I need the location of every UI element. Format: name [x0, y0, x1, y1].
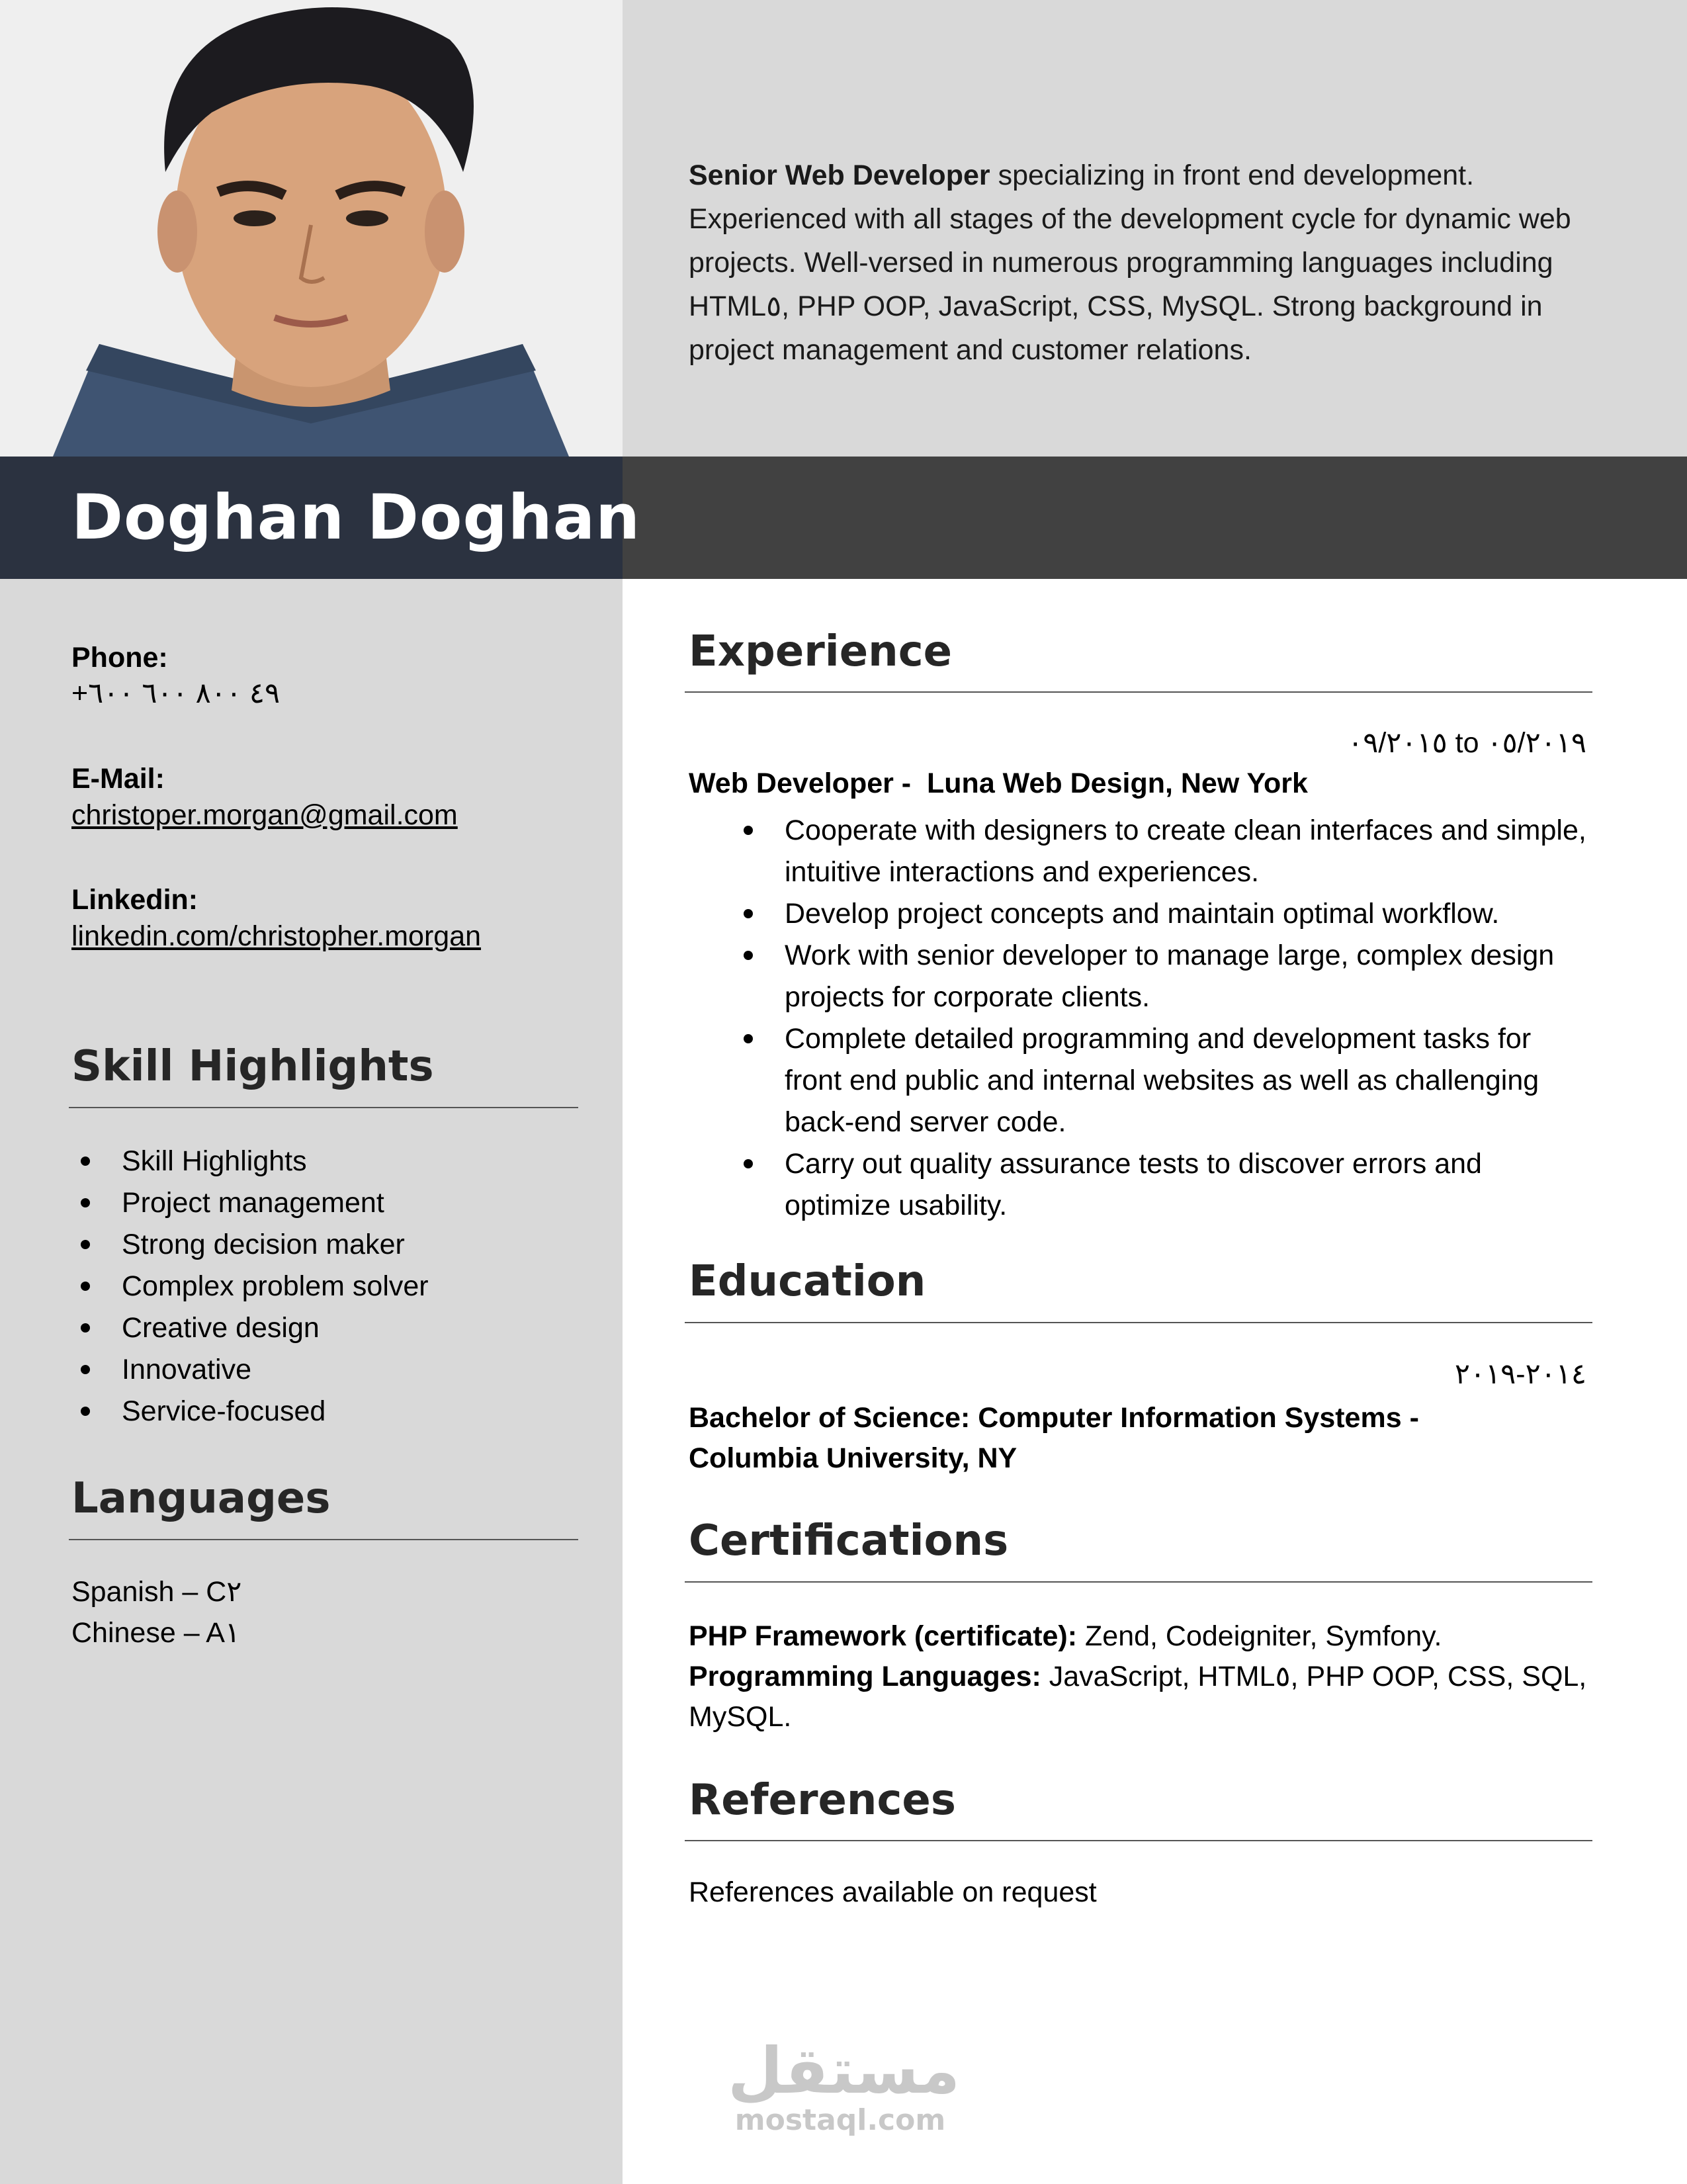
summary-text: specializing in front end development. Experienced with all stages of the development cycle for dynamic web projects. Well-versed in numerous programming languages including HTML٥, PHP OOP, JavaScript, CSS, MySQL. Strong background in project management and customer relations.: [689, 159, 1571, 366]
programming-languages-label: Programming Languages:: [689, 1661, 1041, 1692]
languages-divider: [69, 1539, 578, 1540]
phone-label: Phone:: [71, 642, 168, 674]
list-item: Innovative: [71, 1349, 601, 1391]
skills-divider: [69, 1107, 578, 1108]
experience-date: ٠٩/٢٠١٥ to ٠٥/٢٠١٩: [1348, 727, 1586, 759]
phone-block: [71, 642, 601, 710]
job-title: Web Developer - Luna Web Design, New York: [689, 767, 1308, 799]
list-item: Complete detailed programming and development tasks for front end public and internal websites as well as challenging back-end server code.: [734, 1018, 1594, 1143]
references-divider: [685, 1840, 1592, 1841]
list-item: Project management: [71, 1182, 601, 1224]
certifications-divider: [685, 1581, 1592, 1583]
phone-value: +٤٩ ٨٠٠ ٦٠٠ ٦٠٠: [71, 677, 281, 709]
php-framework-line: [689, 1616, 1608, 1657]
experience-heading: Experience: [689, 627, 953, 676]
programming-languages-line: [689, 1657, 1608, 1737]
language-item: Spanish – C٢: [71, 1576, 242, 1608]
experience-bullets: [734, 810, 1594, 1227]
person-name: Doghan Doghan: [71, 482, 641, 554]
linkedin-link[interactable]: linkedin.com/christopher.morgan: [71, 920, 482, 952]
experience-divider: [685, 691, 1592, 693]
degree: Bachelor of Science: Computer Information Systems - Columbia University, NY: [689, 1402, 1419, 1474]
certifications-text: [689, 1616, 1608, 1737]
php-framework-label: PHP Framework (certificate):: [689, 1620, 1078, 1652]
list-item: Work with senior developer to manage large, complex design projects for corporate clients.: [734, 935, 1594, 1018]
list-item: Cooperate with designers to create clean interfaces and simple, intuitive interactions and experiences.: [734, 810, 1594, 893]
programming-languages-value: JavaScript, HTML٥, PHP OOP, CSS, SQL, MySQL.: [689, 1661, 1587, 1733]
list-item: Strong decision maker: [71, 1224, 601, 1266]
list-item: Service-focused: [71, 1391, 601, 1432]
references-text: References available on request: [689, 1876, 1097, 1908]
list-item: Complex problem solver: [71, 1266, 601, 1307]
linkedin-label: Linkedin:: [71, 884, 198, 916]
list-item: Carry out quality assurance tests to discover errors and optimize usability.: [734, 1143, 1594, 1227]
watermark-arabic: مستقل: [728, 2034, 961, 2108]
references-heading: References: [689, 1776, 956, 1825]
professional-summary: [689, 153, 1608, 372]
mostaql-watermark: [728, 2034, 961, 2137]
education-date: ٢٠١٤-٢٠١٩: [1454, 1358, 1586, 1390]
list-item: Develop project concepts and maintain optimal workflow.: [734, 893, 1594, 935]
education-divider: [685, 1322, 1592, 1323]
linkedin-block: [71, 884, 601, 953]
summary-title: Senior Web Developer: [689, 159, 990, 191]
email-link[interactable]: christoper.morgan@gmail.com: [71, 799, 458, 831]
education-heading: Education: [689, 1257, 926, 1306]
list-item: Skill Highlights: [71, 1141, 601, 1182]
language-item: Chinese – A١: [71, 1617, 240, 1649]
watermark-latin: mostaql.com: [734, 2103, 946, 2137]
skills-heading: Skill Highlights: [71, 1042, 434, 1091]
profile-photo: [0, 0, 623, 457]
php-framework-value: Zend, Codeigniter, Symfony.: [1077, 1620, 1442, 1652]
email-label: E-Mail:: [71, 763, 165, 795]
skills-list: [71, 1141, 601, 1432]
certifications-heading: Certifications: [689, 1516, 1009, 1565]
languages-heading: Languages: [71, 1474, 331, 1523]
languages-list: [71, 1571, 601, 1653]
list-item: Creative design: [71, 1307, 601, 1349]
email-block: [71, 763, 601, 832]
